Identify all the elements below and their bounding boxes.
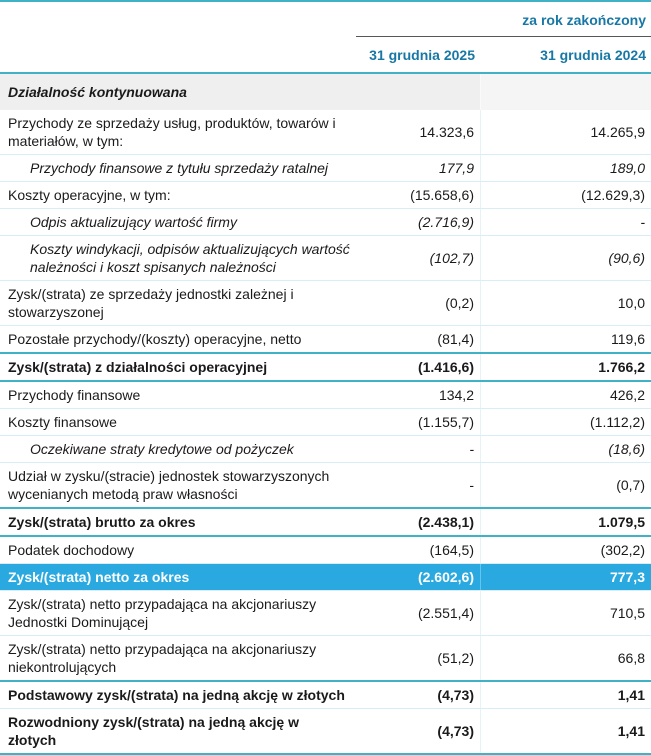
column-header-2025: 31 grudnia 2025 (369, 47, 475, 63)
value-2025: (15.658,6) (410, 187, 474, 203)
table-header-period-row (0, 2, 651, 37)
section-fill (480, 74, 651, 110)
column-header-2024: 31 grudnia 2024 (540, 47, 646, 63)
value-2024: 777,3 (480, 564, 651, 590)
value-2025: 14.323,6 (419, 124, 474, 140)
value-2025: (102,7) (429, 250, 474, 266)
value-2024: 426,2 (480, 382, 651, 408)
row-label: Koszty finansowe (8, 414, 117, 430)
table-body (0, 110, 651, 753)
value-2025: - (469, 477, 474, 493)
row-label: Przychody ze sprzedaży usług, produktów, towarów i materiałów, w tym: (8, 115, 336, 149)
period-header: za rok zakończony (356, 2, 651, 37)
value-2025: (0,2) (445, 295, 474, 311)
value-2024: (1.112,2) (480, 409, 651, 435)
table-row (0, 325, 651, 352)
value-2024: 1,41 (480, 709, 651, 753)
table-row (0, 462, 651, 507)
table-row (0, 635, 651, 680)
table-row (0, 154, 651, 181)
row-label: Zysk/(strata) netto przypadająca na akcjonariuszy Jednostki Dominującej (8, 596, 317, 630)
table-row (0, 590, 651, 635)
section-title: Działalność kontynuowana (8, 84, 187, 100)
value-2024: - (480, 209, 651, 235)
value-2024: 66,8 (480, 636, 651, 680)
value-2025: - (469, 441, 474, 457)
section-fill (356, 74, 480, 110)
value-2024: (302,2) (480, 537, 651, 563)
row-label: Podstawowy zysk/(strata) na jedną akcję w złotych (8, 687, 345, 703)
row-label: Zysk/(strata) brutto za okres (8, 514, 196, 530)
value-2025: (1.155,7) (417, 414, 474, 430)
row-label: Udział w zysku/(stracie) jednostek stowarzyszonych wycenianych metodą praw własności (8, 468, 330, 502)
value-2024: 14.265,9 (480, 110, 651, 154)
table-row (0, 507, 651, 535)
value-2025: 177,9 (438, 160, 474, 176)
table-row (0, 110, 651, 154)
value-2024: 1.766,2 (480, 354, 651, 380)
table-row (0, 352, 651, 380)
value-2024: 710,5 (480, 591, 651, 635)
row-label: Zysk/(strata) netto za okres (8, 569, 190, 585)
row-label: Zysk/(strata) ze sprzedaży jednostki zależnej i stowarzyszonej (8, 286, 294, 320)
table-row (0, 208, 651, 235)
value-2025: (4,73) (437, 687, 474, 703)
table-row (0, 235, 651, 280)
row-label: Oczekiwane straty kredytowe od pożyczek (30, 441, 294, 457)
row-label: Odpis aktualizujący wartość firmy (30, 214, 237, 230)
table-row (0, 435, 651, 462)
value-2024: 1,41 (480, 682, 651, 708)
row-label: Pozostałe przychody/(koszty) operacyjne, netto (8, 331, 302, 347)
value-2025: (164,5) (429, 542, 474, 558)
table-row (0, 563, 651, 590)
header-spacer (0, 2, 356, 37)
value-2025: (4,73) (437, 723, 474, 739)
table-row (0, 535, 651, 563)
value-2025: (2.716,9) (417, 214, 474, 230)
value-2025: (81,4) (437, 331, 474, 347)
table-row (0, 280, 651, 325)
value-2024: 189,0 (480, 155, 651, 181)
table-row (0, 408, 651, 435)
value-2025: (1.416,6) (417, 359, 474, 375)
row-label: Koszty operacyjne, w tym: (8, 187, 171, 203)
row-label: Zysk/(strata) netto przypadająca na akcjonariuszy niekontrolujących (8, 641, 317, 675)
value-2025: (2.438,1) (417, 514, 474, 530)
value-2024: 119,6 (480, 326, 651, 352)
row-label: Rozwodniony zysk/(strata) na jedną akcję w złotych (8, 714, 299, 748)
row-label: Zysk/(strata) z działalności operacyjnej (8, 359, 268, 375)
value-2024: (90,6) (480, 236, 651, 280)
row-label: Koszty windykacji, odpisów aktualizujących wartość należności i koszt spisanych należności (30, 241, 350, 275)
value-2025: (2.551,4) (417, 605, 474, 621)
table-row (0, 380, 651, 408)
table-row (0, 708, 651, 753)
value-2024: 10,0 (480, 281, 651, 325)
row-label: Podatek dochodowy (8, 542, 135, 558)
table-row (0, 680, 651, 708)
value-2024: 1.079,5 (480, 509, 651, 535)
value-2024: (12.629,3) (480, 182, 651, 208)
value-2024: (18,6) (480, 436, 651, 462)
value-2025: (51,2) (437, 650, 474, 666)
table-header-years-row (0, 37, 651, 72)
value-2025: 134,2 (438, 387, 474, 403)
section-header-row (0, 72, 651, 110)
row-label: Przychody finansowe z tytułu sprzedaży ratalnej (30, 160, 329, 176)
row-label: Przychody finansowe (8, 387, 141, 403)
value-2024: (0,7) (480, 463, 651, 507)
header-spacer (0, 37, 356, 72)
value-2025: (2.602,6) (417, 569, 474, 585)
table-row (0, 181, 651, 208)
